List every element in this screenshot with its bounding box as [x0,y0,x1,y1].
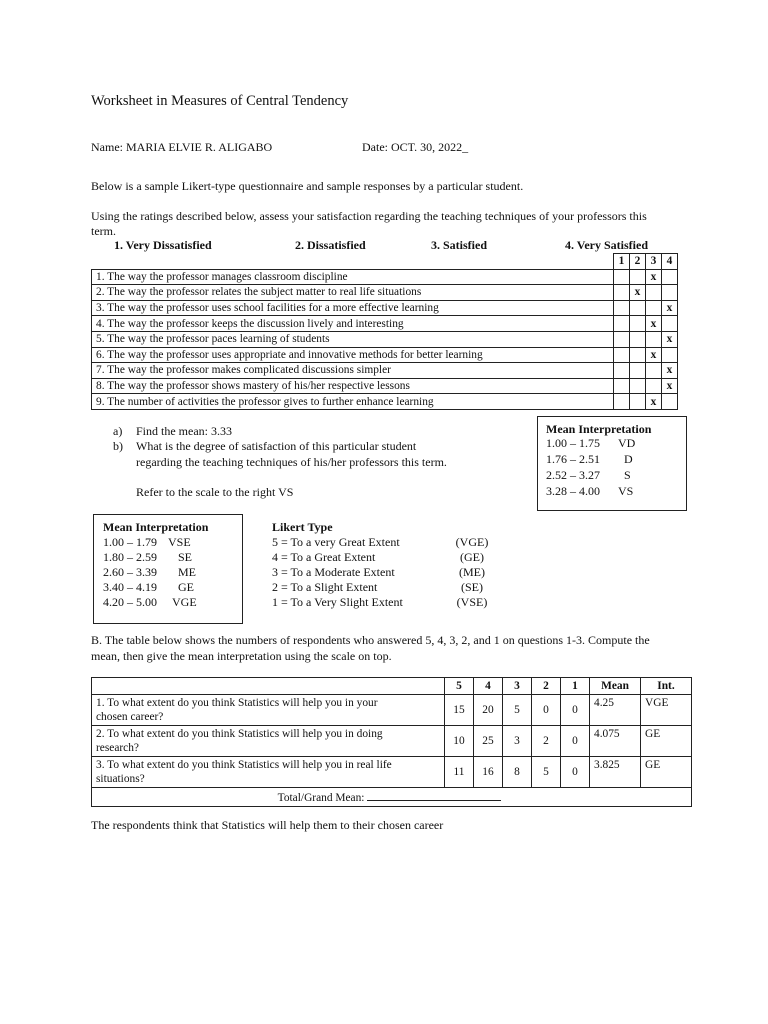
mean-range: 3.40 – 4.19 [103,580,157,594]
mean-range: 4.20 – 5.00 [103,595,157,609]
mean-cell: 4.075 [590,726,641,757]
rating-cell-3: x [646,316,662,332]
mean-box-left-header: Mean Interpretation [103,520,209,534]
rating-cell-2 [630,269,646,285]
interpretation-cell: GE [641,726,692,757]
scale-label-2: 2. Dissatisfied [295,238,366,252]
mean-range: 2.52 – 3.27 [546,468,600,482]
rating-cell-2 [630,300,646,316]
mean-code: VD [618,436,636,450]
col-header-int: Int. [641,678,692,695]
likert-code: (VSE) [456,595,488,609]
student-name: Name: MARIA ELVIE R. ALIGABO [91,140,273,154]
respondents-table [91,677,692,807]
likert-code: (SE) [461,580,483,594]
mean-range: 1.76 – 2.51 [546,452,600,466]
rating-cell-1 [614,394,630,410]
question-row [92,300,678,316]
count-cell: 25 [474,726,503,757]
col-header: 4 [474,678,503,695]
question-row [92,363,678,379]
count-cell: 0 [561,726,590,757]
mean-range: 2.60 – 3.39 [103,565,157,579]
total-label: Total/Grand Mean: [277,792,365,804]
task-a-label: a) [113,424,123,438]
rating-cell-3: x [646,394,662,410]
total-row [92,788,692,807]
question-line: 3. To what extent do you think Statistics will help you in real life [96,759,392,771]
respondents-question [92,757,445,788]
rating-cell-1 [614,363,630,379]
likert-item: 3 = To a Moderate Extent [272,565,395,579]
mean-interpretation-box-right [537,416,687,511]
question-row [92,316,678,332]
rating-cell-2 [630,363,646,379]
rating-cell-3 [646,331,662,347]
count-cell: 0 [561,695,590,726]
mean-code: GE [178,580,194,594]
mean-interpretation-box-left [93,514,243,624]
question-row [92,378,678,394]
count-cell: 15 [445,695,474,726]
mean-code: SE [178,550,193,564]
satisfaction-questionnaire-table [91,253,678,410]
question-text: 5. The way the professor paces learning of students [92,331,614,347]
col-header: 1 [561,678,590,695]
count-cell: 10 [445,726,474,757]
count-cell: 5 [532,757,561,788]
rating-cell-1 [614,316,630,332]
rating-header: 1 [614,254,630,270]
likert-item: 4 = To a Great Extent [272,550,376,564]
count-cell: 0 [532,695,561,726]
rating-cell-4 [662,316,678,332]
mean-code: VGE [172,595,197,609]
instructions-line-1: Using the ratings described below, assess your satisfaction regarding the teaching techniques of your professors this [91,209,647,223]
rating-header: 3 [646,254,662,270]
respondents-header-row [92,678,692,695]
respondents-question [92,695,445,726]
col-header: 5 [445,678,474,695]
worksheet-date: Date: OCT. 30, 2022_ [362,140,469,154]
task-b-label: b) [113,439,123,453]
mean-cell: 3.825 [590,757,641,788]
mean-range: 1.00 – 1.79 [103,535,157,549]
question-text: 8. The way the professor shows mastery of his/her respective lessons [92,378,614,394]
part-b-line-2: mean, then give the mean interpretation using the scale on top. [91,649,392,663]
rating-header-row [92,254,678,270]
refer-text: Refer to the scale to the right VS [136,485,294,499]
question-text: 1. The way the professor manages classroom discipline [92,269,614,285]
rating-cell-1 [614,300,630,316]
mean-box-right-header: Mean Interpretation [546,422,652,436]
rating-cell-3 [646,300,662,316]
mean-range: 1.00 – 1.75 [546,436,600,450]
rating-cell-2: x [630,285,646,301]
count-cell: 11 [445,757,474,788]
mean-cell: 4.25 [590,695,641,726]
interpretation-cell: GE [641,757,692,788]
question-text: 2. The way the professor relates the subject matter to real life situations [92,285,614,301]
rating-header: 4 [662,254,678,270]
question-line: situations? [96,773,145,785]
scale-label-3: 3. Satisfied [431,238,488,252]
rating-cell-3 [646,378,662,394]
question-line: chosen career? [96,711,164,723]
likert-code: (GE) [460,550,484,564]
conclusion-text: The respondents think that Statistics will help them to their chosen career [91,818,444,832]
rating-cell-4: x [662,331,678,347]
rating-cell-4: x [662,363,678,379]
rating-cell-2 [630,316,646,332]
mean-range: 1.80 – 2.59 [103,550,157,564]
col-header-mean: Mean [590,678,641,695]
rating-cell-1 [614,331,630,347]
rating-cell-1 [614,378,630,394]
count-cell: 2 [532,726,561,757]
instructions-line-2: term. [91,224,116,238]
rating-cell-2 [630,378,646,394]
mean-code: S [624,468,631,482]
rating-cell-3 [646,285,662,301]
rating-cell-4: x [662,300,678,316]
scale-label-4: 4. Very Satisfied [565,238,649,252]
rating-cell-1 [614,269,630,285]
rating-cell-3 [646,363,662,379]
rating-cell-4 [662,347,678,363]
task-b-line-2: regarding the teaching techniques of his/her professors this term. [136,455,447,469]
question-row [92,285,678,301]
rating-cell-2 [630,347,646,363]
rating-cell-3: x [646,269,662,285]
total-blank-line [367,789,501,801]
part-b-line-1: B. The table below shows the numbers of respondents who answered 5, 4, 3, 2, and 1 on questions 1-3. Compute the [91,633,650,647]
rating-cell-2 [630,331,646,347]
count-cell: 3 [503,726,532,757]
likert-item: 1 = To a Very Slight Extent [272,595,403,609]
respondents-question [92,726,445,757]
question-row [92,331,678,347]
rating-cell-1 [614,347,630,363]
count-cell: 20 [474,695,503,726]
respondents-row [92,757,692,788]
count-cell: 16 [474,757,503,788]
likert-code: (VGE) [455,535,489,549]
mean-code: D [624,452,633,466]
question-line: 2. To what extent do you think Statistics will help you in doing [96,728,383,740]
likert-header: Likert Type [272,520,333,534]
respondents-row [92,726,692,757]
rating-cell-4 [662,269,678,285]
respondents-row [92,695,692,726]
count-cell: 8 [503,757,532,788]
question-text: 6. The way the professor uses appropriate and innovative methods for better learning [92,347,614,363]
question-text: 9. The number of activities the professor gives to further enhance learning [92,394,614,410]
count-cell: 5 [503,695,532,726]
mean-code: VSE [168,535,191,549]
task-b-line-1: What is the degree of satisfaction of this particular student [136,439,417,453]
rating-cell-3: x [646,347,662,363]
question-row [92,347,678,363]
interpretation-cell: VGE [641,695,692,726]
likert-item: 5 = To a very Great Extent [272,535,400,549]
mean-code: VS [618,484,634,498]
rating-cell-4: x [662,378,678,394]
question-text: 7. The way the professor makes complicated discussions simpler [92,363,614,379]
rating-cell-1 [614,285,630,301]
mean-code: ME [178,565,196,579]
question-line: research? [96,742,139,754]
question-row [92,269,678,285]
col-header: 3 [503,678,532,695]
question-row [92,394,678,410]
question-line: 1. To what extent do you think Statistics will help you in your [96,697,378,709]
task-a-text: Find the mean: 3.33 [136,424,232,438]
col-header: 2 [532,678,561,695]
question-text: 3. The way the professor uses school facilities for a more effective learning [92,300,614,316]
question-text: 4. The way the professor keeps the discussion lively and interesting [92,316,614,332]
scale-label-1: 1. Very Dissatisfied [114,238,212,252]
mean-range: 3.28 – 4.00 [546,484,600,498]
rating-cell-2 [630,394,646,410]
worksheet-title: Worksheet in Measures of Central Tendency [91,93,349,109]
likert-code: (ME) [459,565,485,579]
rating-header: 2 [630,254,646,270]
rating-cell-4 [662,285,678,301]
likert-item: 2 = To a Slight Extent [272,580,378,594]
intro-text: Below is a sample Likert-type questionnaire and sample responses by a particular student. [91,179,524,193]
rating-cell-4 [662,394,678,410]
count-cell: 0 [561,757,590,788]
